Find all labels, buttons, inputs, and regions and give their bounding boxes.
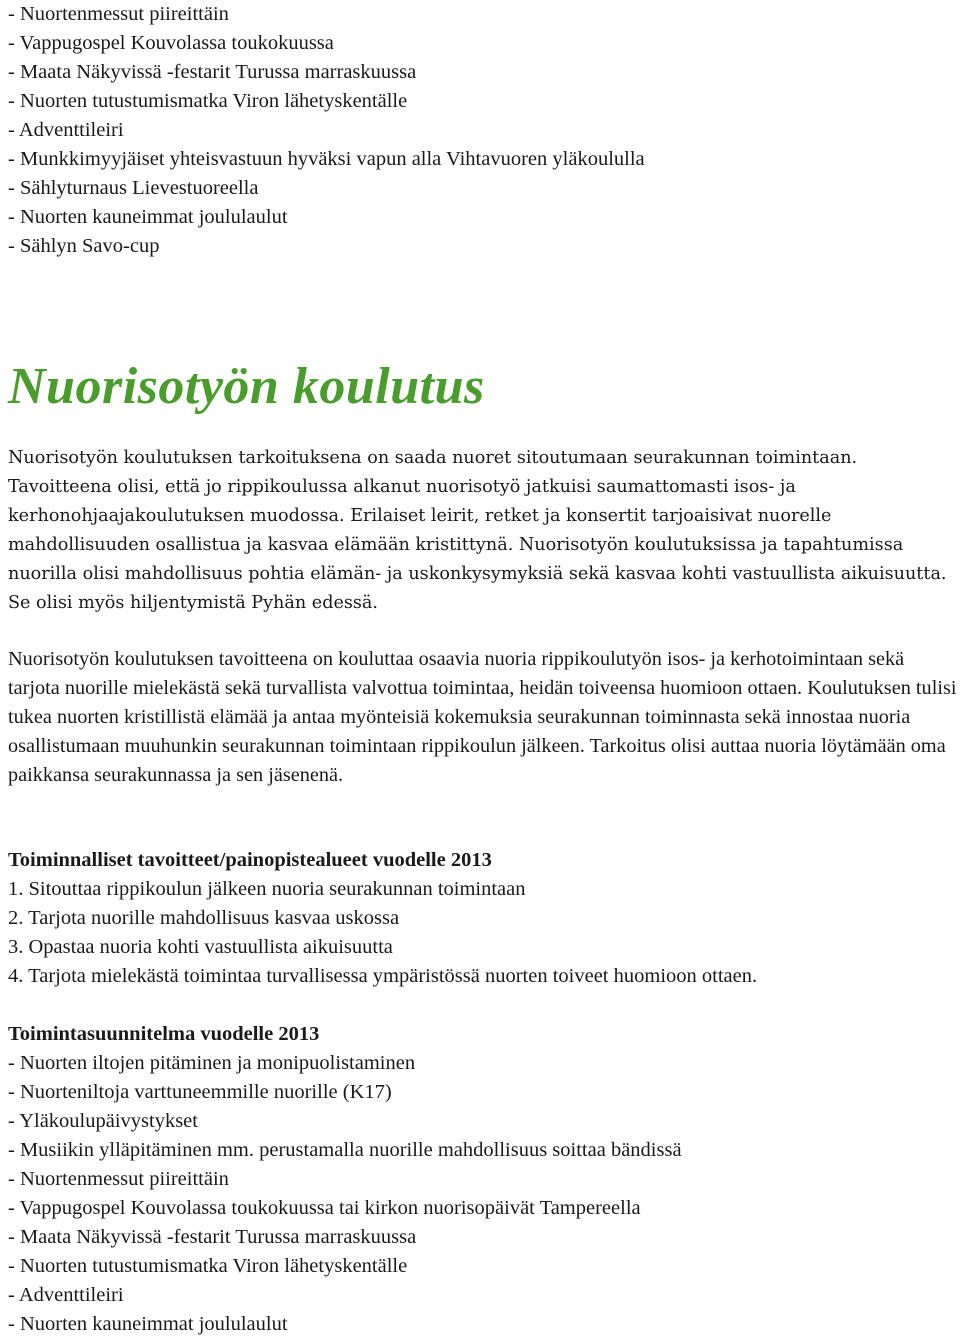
plan-title: Toimintasuunnitelma vuodelle 2013 [8, 1023, 320, 1045]
list-item: - Musiikin ylläpitäminen mm. perustamalla nuorille mahdollisuus soittaa bändissä [8, 1139, 682, 1161]
list-item: - Vappugospel Kouvolassa toukokuussa [8, 32, 334, 54]
intro-paragraph: Nuorisotyön koulutuksen tarkoituksena on saada nuoret sitoutumaan seurakunnan toimintaan. Tavoitteena olisi, että jo rippikoulussa alkanut nuorisotyö jatkuisi saumattomasti isos- ja kerhonohjaajakoulutuksen muodossa. Erilaiset leirit, retket ja konsertit tarjoaisivat nuorelle mahdollisuuden osallistua ja kasvaa elämään kristittynä. Nuorisotyön koulutuksissa ja tapahtumissa nuorilla olisi mahdollisuus pohtia elämän- ja uskonkysymyksiä sekä kasvaa kohti vastuullista aikuisuutta. Se olisi myös hiljentymistä Pyhän edessä. [8, 448, 947, 613]
list-item: - Munkkimyyjäiset yhteisvastuun hyväksi vapun alla Vihtavuoren yläkoululla [8, 148, 645, 170]
list-item: - Nuorten iltojen pitäminen ja monipuolistaminen [8, 1052, 416, 1074]
document-page [8, 0, 960, 1335]
list-item: 2. Tarjota nuorille mahdollisuus kasvaa uskossa [8, 907, 400, 929]
section-heading: Nuorisotyön koulutus [8, 358, 485, 415]
list-item: - Nuorten tutustumismatka Viron lähetyskentälle [8, 1255, 408, 1277]
list-item: - Nuorten kauneimmat joululaulut [8, 1313, 288, 1335]
list-item: - Adventtileiri [8, 1284, 124, 1306]
list-item: - Adventtileiri [8, 119, 124, 141]
list-item: - Yläkoulupäivystykset [8, 1110, 198, 1132]
list-item: 1. Sitouttaa rippikoulun jälkeen nuoria seurakunnan toimintaan [8, 878, 526, 900]
goals-section [8, 846, 960, 991]
goal-paragraph: Nuorisotyön koulutuksen tavoitteena on kouluttaa osaavia nuoria rippikoulutyön isos- ja kerhotoimintaan sekä tarjota nuorille mielekästä sekä turvallista valvottua toimintaa, heidän toiveensa huomioon ottaen. Koulutuksen tulisi tukea nuorten kristillistä elämää ja antaa myönteisiä kokemuksia seurakunnan toiminnasta sekä innostaa nuoria osallistumaan muuhunkin seurakunnan toimintaan rippikoulun jälkeen. Tarkoitus olisi auttaa nuoria löytämään oma paikkansa seurakunnassa ja sen jäsenenä. [8, 648, 957, 786]
list-item: - Nuorten kauneimmat joululaulut [8, 206, 288, 228]
list-item: - Sählyturnaus Lievestuoreella [8, 177, 259, 199]
list-item: - Maata Näkyvissä -festarit Turussa marraskuussa [8, 1226, 417, 1248]
event-list-top [8, 0, 960, 261]
plan-list [8, 1049, 960, 1339]
list-item: - Nuortenmessut piireittäin [8, 3, 229, 25]
list-item: - Maata Näkyvissä -festarit Turussa marraskuussa [8, 61, 417, 83]
list-item: 4. Tarjota mielekästä toimintaa turvallisessa ympäristössä nuorten toiveet huomioon ottaen. [8, 965, 758, 987]
list-item: - Vappugospel Kouvolassa toukokuussa tai kirkon nuorisopäivät Tampereella [8, 1197, 641, 1219]
goals-list [8, 875, 960, 991]
list-item: - Nuorteniltoja varttuneemmille nuorille (K17) [8, 1081, 392, 1103]
list-item: - Nuortenmessut piireittäin [8, 1168, 229, 1190]
list-item: - Sählyn Savo-cup [8, 235, 160, 257]
list-item: 3. Opastaa nuoria kohti vastuullista aikuisuutta [8, 936, 393, 958]
plan-section [8, 1020, 960, 1339]
goals-title: Toiminnalliset tavoitteet/painopistealueet vuodelle 2013 [8, 849, 492, 871]
list-item: - Nuorten tutustumismatka Viron lähetyskentälle [8, 90, 408, 112]
